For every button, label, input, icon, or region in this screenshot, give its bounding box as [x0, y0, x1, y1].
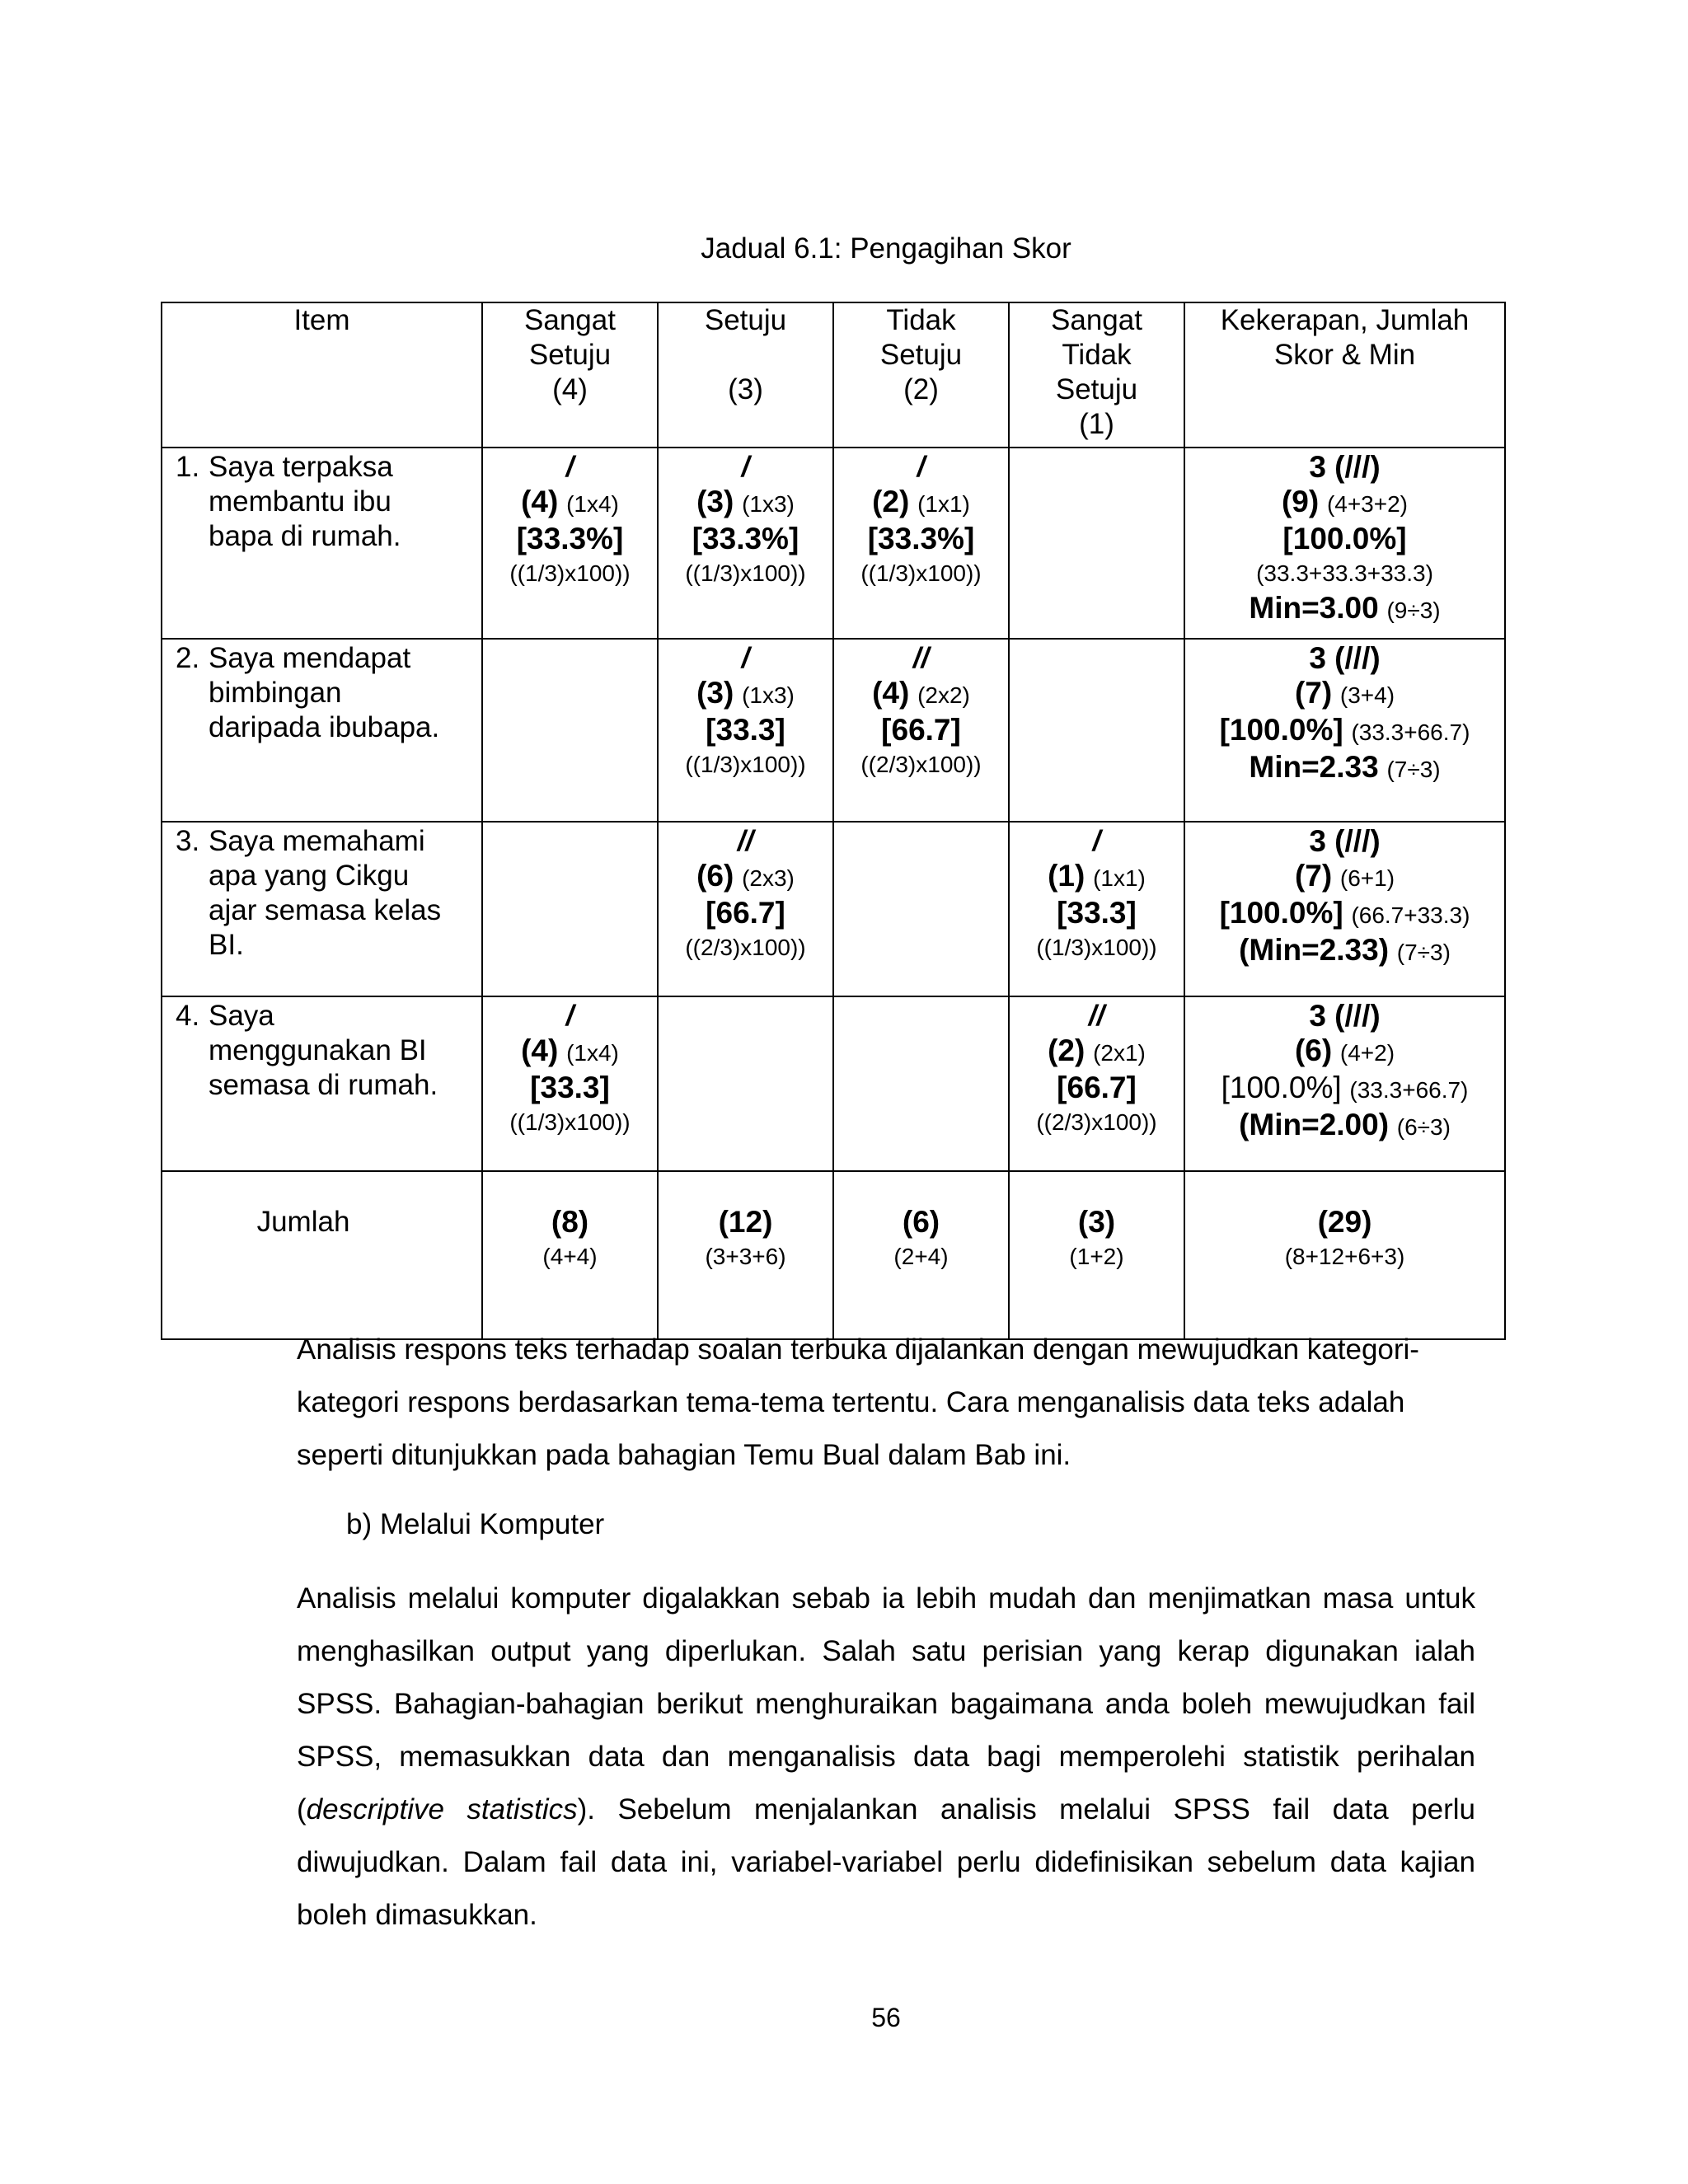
- total-value: (29): [1317, 1205, 1372, 1239]
- tally-mark: //: [1088, 1000, 1105, 1032]
- header-line: Setuju: [879, 339, 963, 371]
- header-line: (2): [903, 373, 939, 405]
- percent-calc: ((1/3)x100)): [685, 560, 806, 586]
- percent-line: [1185, 896, 1504, 933]
- score-cell-sts: [1009, 448, 1184, 639]
- mean-value: (Min=2.33): [1239, 933, 1390, 967]
- score-calc: (1x1): [917, 491, 970, 517]
- percent-value: [66.7]: [881, 713, 961, 747]
- total-row: [162, 1171, 1505, 1339]
- header-line: Setuju: [528, 339, 612, 371]
- subheading-melalui-komputer: b) Melalui Komputer: [346, 1508, 605, 1540]
- percent-value: [33.3]: [706, 713, 785, 747]
- total-percent-calc: (66.7+33.3): [1351, 902, 1470, 928]
- percent-value: [33.3%]: [516, 522, 624, 555]
- spacer: [1343, 898, 1352, 930]
- table-caption: Jadual 6.1: Pengagihan Skor: [701, 232, 1071, 265]
- percent-calc: ((1/3)x100)): [509, 560, 631, 586]
- item-statement: [209, 824, 441, 963]
- percent-calc: ((2/3)x100)): [1036, 1109, 1157, 1135]
- mean-value: Min=3.00: [1249, 591, 1379, 625]
- item-line: daripada ibubapa.: [209, 711, 440, 743]
- spacer: [1332, 1035, 1340, 1067]
- score-cell-s: [658, 639, 833, 822]
- mean-line: [1185, 750, 1504, 787]
- frequency: 3 (///): [1309, 999, 1381, 1033]
- item-line: menggunakan BI: [209, 1034, 427, 1066]
- spacer: [909, 677, 917, 710]
- summary-cell: [1184, 448, 1505, 639]
- frequency: 3 (///): [1309, 824, 1381, 858]
- total-calc: (3+3+6): [705, 1244, 786, 1269]
- mean-calc: (6÷3): [1396, 1114, 1451, 1140]
- score-line: [834, 485, 1008, 522]
- score-cell-sts: [1009, 996, 1184, 1171]
- item-number: 4.: [176, 1000, 200, 1032]
- spacer: [1332, 677, 1340, 710]
- score-calc: (1x4): [566, 1040, 619, 1066]
- total-calc: (4+4): [542, 1244, 598, 1269]
- score-cell-ss: [482, 822, 658, 996]
- total-percent: [100.0%]: [1282, 522, 1407, 555]
- percent-value: [33.3%]: [867, 522, 975, 555]
- spacer: [1389, 1109, 1397, 1141]
- mean-line: [1185, 933, 1504, 970]
- header-tidak-setuju: [833, 302, 1009, 448]
- tally-mark: /: [741, 642, 750, 674]
- percent-line: [1185, 1071, 1504, 1108]
- spacer: [1389, 935, 1397, 967]
- tally-mark: /: [917, 451, 926, 483]
- spacer: [1379, 593, 1387, 625]
- score-line: [483, 485, 657, 522]
- paragraph-text-after: ). Sebelum menjalankan analisis melalui SPSS fail data perlu diwujudkan. Dalam fail data ini, variabel-variabel perlu didefinisikan sebelum data kajian boleh dimasukkan.: [297, 1793, 1475, 1931]
- spacer: [909, 486, 917, 518]
- tally-mark: /: [565, 1000, 574, 1032]
- score-cell-sts: [1009, 639, 1184, 822]
- score-value: (4): [521, 485, 559, 518]
- header-line: Tidak: [886, 304, 956, 336]
- mean-value: (Min=2.00): [1239, 1108, 1390, 1141]
- mean-line: [1185, 1108, 1504, 1145]
- score-cell-ts: [833, 448, 1009, 639]
- sum-value: (7): [1294, 859, 1333, 893]
- total-cell-k: [1184, 1171, 1505, 1339]
- header-item: [162, 302, 482, 448]
- sum-line: [1185, 859, 1504, 896]
- score-cell-ss: [482, 996, 658, 1171]
- total-cell-ss: [482, 1171, 658, 1339]
- paragraph-open-response: Analisis respons teks terhadap soalan terbuka dijalankan dengan mewujudkan kategori-kategori respons berdasarkan tema-tema tertentu. Cara menganalisis data teks adalah seperti ditunjukkan pada bahagian Temu Bual dalam Bab ini.: [297, 1333, 1419, 1471]
- tally-mark: //: [737, 825, 754, 857]
- header-line: [659, 338, 832, 373]
- score-line: [659, 676, 832, 713]
- score-cell-ss: [482, 639, 658, 822]
- summary-cell: [1184, 822, 1505, 996]
- total-cell-s: [658, 1171, 833, 1339]
- score-value: (3): [696, 485, 734, 518]
- header-line: Sangat: [524, 304, 616, 336]
- total-percent: [100.0%]: [1219, 713, 1343, 747]
- total-value: (8): [551, 1205, 589, 1239]
- frequency: 3 (///): [1309, 450, 1381, 484]
- tally-mark: /: [565, 451, 574, 483]
- score-calc: (2x1): [1093, 1040, 1146, 1066]
- spacer: [734, 486, 742, 518]
- score-calc: (2x2): [917, 682, 970, 708]
- total-percent: [100.0%]: [1219, 896, 1343, 930]
- total-value: (3): [1077, 1205, 1116, 1239]
- table-row: [162, 448, 1505, 639]
- percent-calc: ((2/3)x100)): [860, 752, 982, 777]
- score-calc: (2x3): [742, 865, 795, 891]
- item-line: bapa di rumah.: [209, 520, 401, 552]
- item-line: bimbingan: [209, 677, 342, 709]
- item-number: 3.: [176, 825, 200, 857]
- header-line: (1): [1079, 408, 1114, 440]
- spacer: [1343, 715, 1352, 747]
- score-cell-ts: [833, 822, 1009, 996]
- spacer: [734, 860, 742, 893]
- mean-value: Min=2.33: [1249, 750, 1379, 784]
- percent-value: [33.3]: [530, 1071, 610, 1104]
- score-value: (2): [872, 485, 910, 518]
- item-line: BI.: [209, 929, 244, 961]
- percent-calc: ((1/3)x100)): [685, 752, 806, 777]
- table-row: [162, 639, 1505, 822]
- score-table: [161, 302, 1506, 1340]
- spacer: [558, 486, 566, 518]
- item-statement: [209, 450, 401, 554]
- score-cell-ts: [833, 639, 1009, 822]
- score-calc: (1x3): [742, 491, 795, 517]
- header-line: Setuju: [704, 304, 787, 336]
- tally-mark: //: [912, 642, 930, 674]
- item-line: Saya terpaksa: [209, 451, 393, 483]
- sum-value: (6): [1294, 1033, 1333, 1067]
- paragraph-computer-analysis: [297, 1572, 1475, 1942]
- score-value: (6): [696, 859, 734, 893]
- score-cell-s: [658, 448, 833, 639]
- sum-calc: (4+3+2): [1326, 491, 1409, 517]
- total-percent-calc: (33.3+66.7): [1349, 1077, 1469, 1103]
- header-line: Item: [293, 304, 350, 336]
- item-cell: [162, 639, 482, 822]
- paragraph-italic-term: descriptive statistics: [306, 1793, 578, 1825]
- score-cell-ts: [833, 996, 1009, 1171]
- mean-line: [1185, 591, 1504, 628]
- total-calc: (2+4): [893, 1244, 949, 1269]
- header-kekerapan: [1184, 302, 1505, 448]
- sum-calc: (3+4): [1339, 682, 1395, 708]
- score-line: [834, 676, 1008, 713]
- item-line: apa yang Cikgu: [209, 860, 410, 892]
- spacer: [558, 1035, 566, 1067]
- header-sangat-tidak-setuju: [1009, 302, 1184, 448]
- sum-line: [1185, 485, 1504, 522]
- item-statement: [209, 999, 438, 1103]
- total-percent: [100.0%]: [1221, 1071, 1342, 1104]
- item-line: semasa di rumah.: [209, 1069, 438, 1101]
- total-label: Jumlah: [162, 1171, 482, 1339]
- sum-calc: (4+2): [1339, 1040, 1395, 1066]
- summary-cell: [1184, 996, 1505, 1171]
- total-percent-calc: (33.3+66.7): [1351, 719, 1470, 745]
- item-statement: [209, 641, 439, 745]
- spacer: [1085, 860, 1093, 893]
- table-row: [162, 996, 1505, 1171]
- header-line: (3): [728, 373, 763, 405]
- tally-mark: /: [741, 451, 750, 483]
- score-cell-s: [658, 996, 833, 1171]
- score-value: (3): [696, 676, 734, 710]
- total-value: (6): [902, 1205, 940, 1239]
- score-calc: (1x4): [566, 491, 619, 517]
- summary-cell: [1184, 639, 1505, 822]
- spacer: [1319, 486, 1327, 518]
- percent-value: [66.7]: [1057, 1071, 1137, 1104]
- score-cell-sts: [1009, 822, 1184, 996]
- frequency: 3 (///): [1309, 641, 1381, 675]
- sum-value: (9): [1281, 485, 1320, 518]
- item-line: Saya memahami: [209, 825, 425, 857]
- score-line: [659, 485, 832, 522]
- score-value: (1): [1048, 859, 1085, 893]
- percent-calc: ((1/3)x100)): [860, 560, 982, 586]
- spacer: [1085, 1035, 1093, 1067]
- header-line: Kekerapan, Jumlah: [1220, 304, 1470, 336]
- spacer: [1342, 1072, 1350, 1104]
- item-line: ajar semasa kelas: [209, 894, 442, 926]
- sum-calc: (6+1): [1339, 865, 1395, 891]
- item-line: Saya: [209, 1000, 274, 1032]
- score-line: [1010, 859, 1184, 896]
- sum-value: (7): [1294, 676, 1333, 710]
- percent-calc: ((2/3)x100)): [685, 935, 806, 960]
- item-cell: [162, 822, 482, 996]
- header-sangat-setuju: [482, 302, 658, 448]
- percent-line: [1185, 713, 1504, 750]
- score-line: [1010, 1033, 1184, 1071]
- table-header-row: [162, 302, 1505, 448]
- score-value: (4): [521, 1033, 559, 1067]
- score-calc: (1x3): [742, 682, 795, 708]
- spacer: [1332, 860, 1340, 893]
- percent-value: [33.3%]: [692, 522, 799, 555]
- header-setuju: [658, 302, 833, 448]
- header-line: (4): [552, 373, 588, 405]
- total-value: (12): [718, 1205, 773, 1239]
- sum-line: [1185, 1033, 1504, 1071]
- score-value: (4): [872, 676, 910, 710]
- item-number: 2.: [176, 642, 200, 674]
- total-calc: (8+12+6+3): [1284, 1244, 1405, 1269]
- score-line: [483, 1033, 657, 1071]
- percent-value: [66.7]: [706, 896, 785, 930]
- header-line: Sangat: [1051, 304, 1142, 336]
- mean-calc: (7÷3): [1396, 940, 1451, 965]
- score-cell-s: [658, 822, 833, 996]
- item-number: 1.: [176, 451, 200, 483]
- percent-calc: ((1/3)x100)): [509, 1109, 631, 1135]
- total-percent-calc: (33.3+33.3+33.3): [1256, 560, 1433, 586]
- header-line: Tidak: [1062, 339, 1132, 371]
- table-row: [162, 822, 1505, 996]
- total-cell-sts: [1009, 1171, 1184, 1339]
- score-calc: (1x1): [1093, 865, 1146, 891]
- spacer: [1379, 752, 1387, 784]
- paragraph-text-before: Analisis melalui komputer digalakkan sebab ia lebih mudah dan menjimatkan masa untuk menghasilkan output yang diperlukan. Salah satu perisian yang kerap digunakan ialah SPSS. Bahagian-bahagian berikut menghuraikan bagaimana anda boleh mewujudkan fail SPSS, memasukkan data dan menganalisis data bagi memperolehi statistik perihalan (: [297, 1582, 1475, 1825]
- score-value: (2): [1048, 1033, 1085, 1067]
- page-number: 56: [871, 2003, 901, 2032]
- mean-calc: (9÷3): [1386, 598, 1441, 623]
- score-cell-ss: [482, 448, 658, 639]
- spacer: [734, 677, 742, 710]
- total-calc: (1+2): [1069, 1244, 1124, 1269]
- header-line: Skor & Min: [1273, 339, 1416, 371]
- item-cell: [162, 448, 482, 639]
- item-cell: [162, 996, 482, 1171]
- item-line: Saya mendapat: [209, 642, 411, 674]
- total-cell-ts: [833, 1171, 1009, 1339]
- header-line: Setuju: [1055, 373, 1138, 405]
- percent-calc: ((1/3)x100)): [1036, 935, 1157, 960]
- item-line: membantu ibu: [209, 485, 392, 518]
- percent-value: [33.3]: [1057, 896, 1137, 930]
- mean-calc: (7÷3): [1386, 757, 1441, 782]
- sum-line: [1185, 676, 1504, 713]
- tally-mark: /: [1092, 825, 1101, 857]
- score-line: [659, 859, 832, 896]
